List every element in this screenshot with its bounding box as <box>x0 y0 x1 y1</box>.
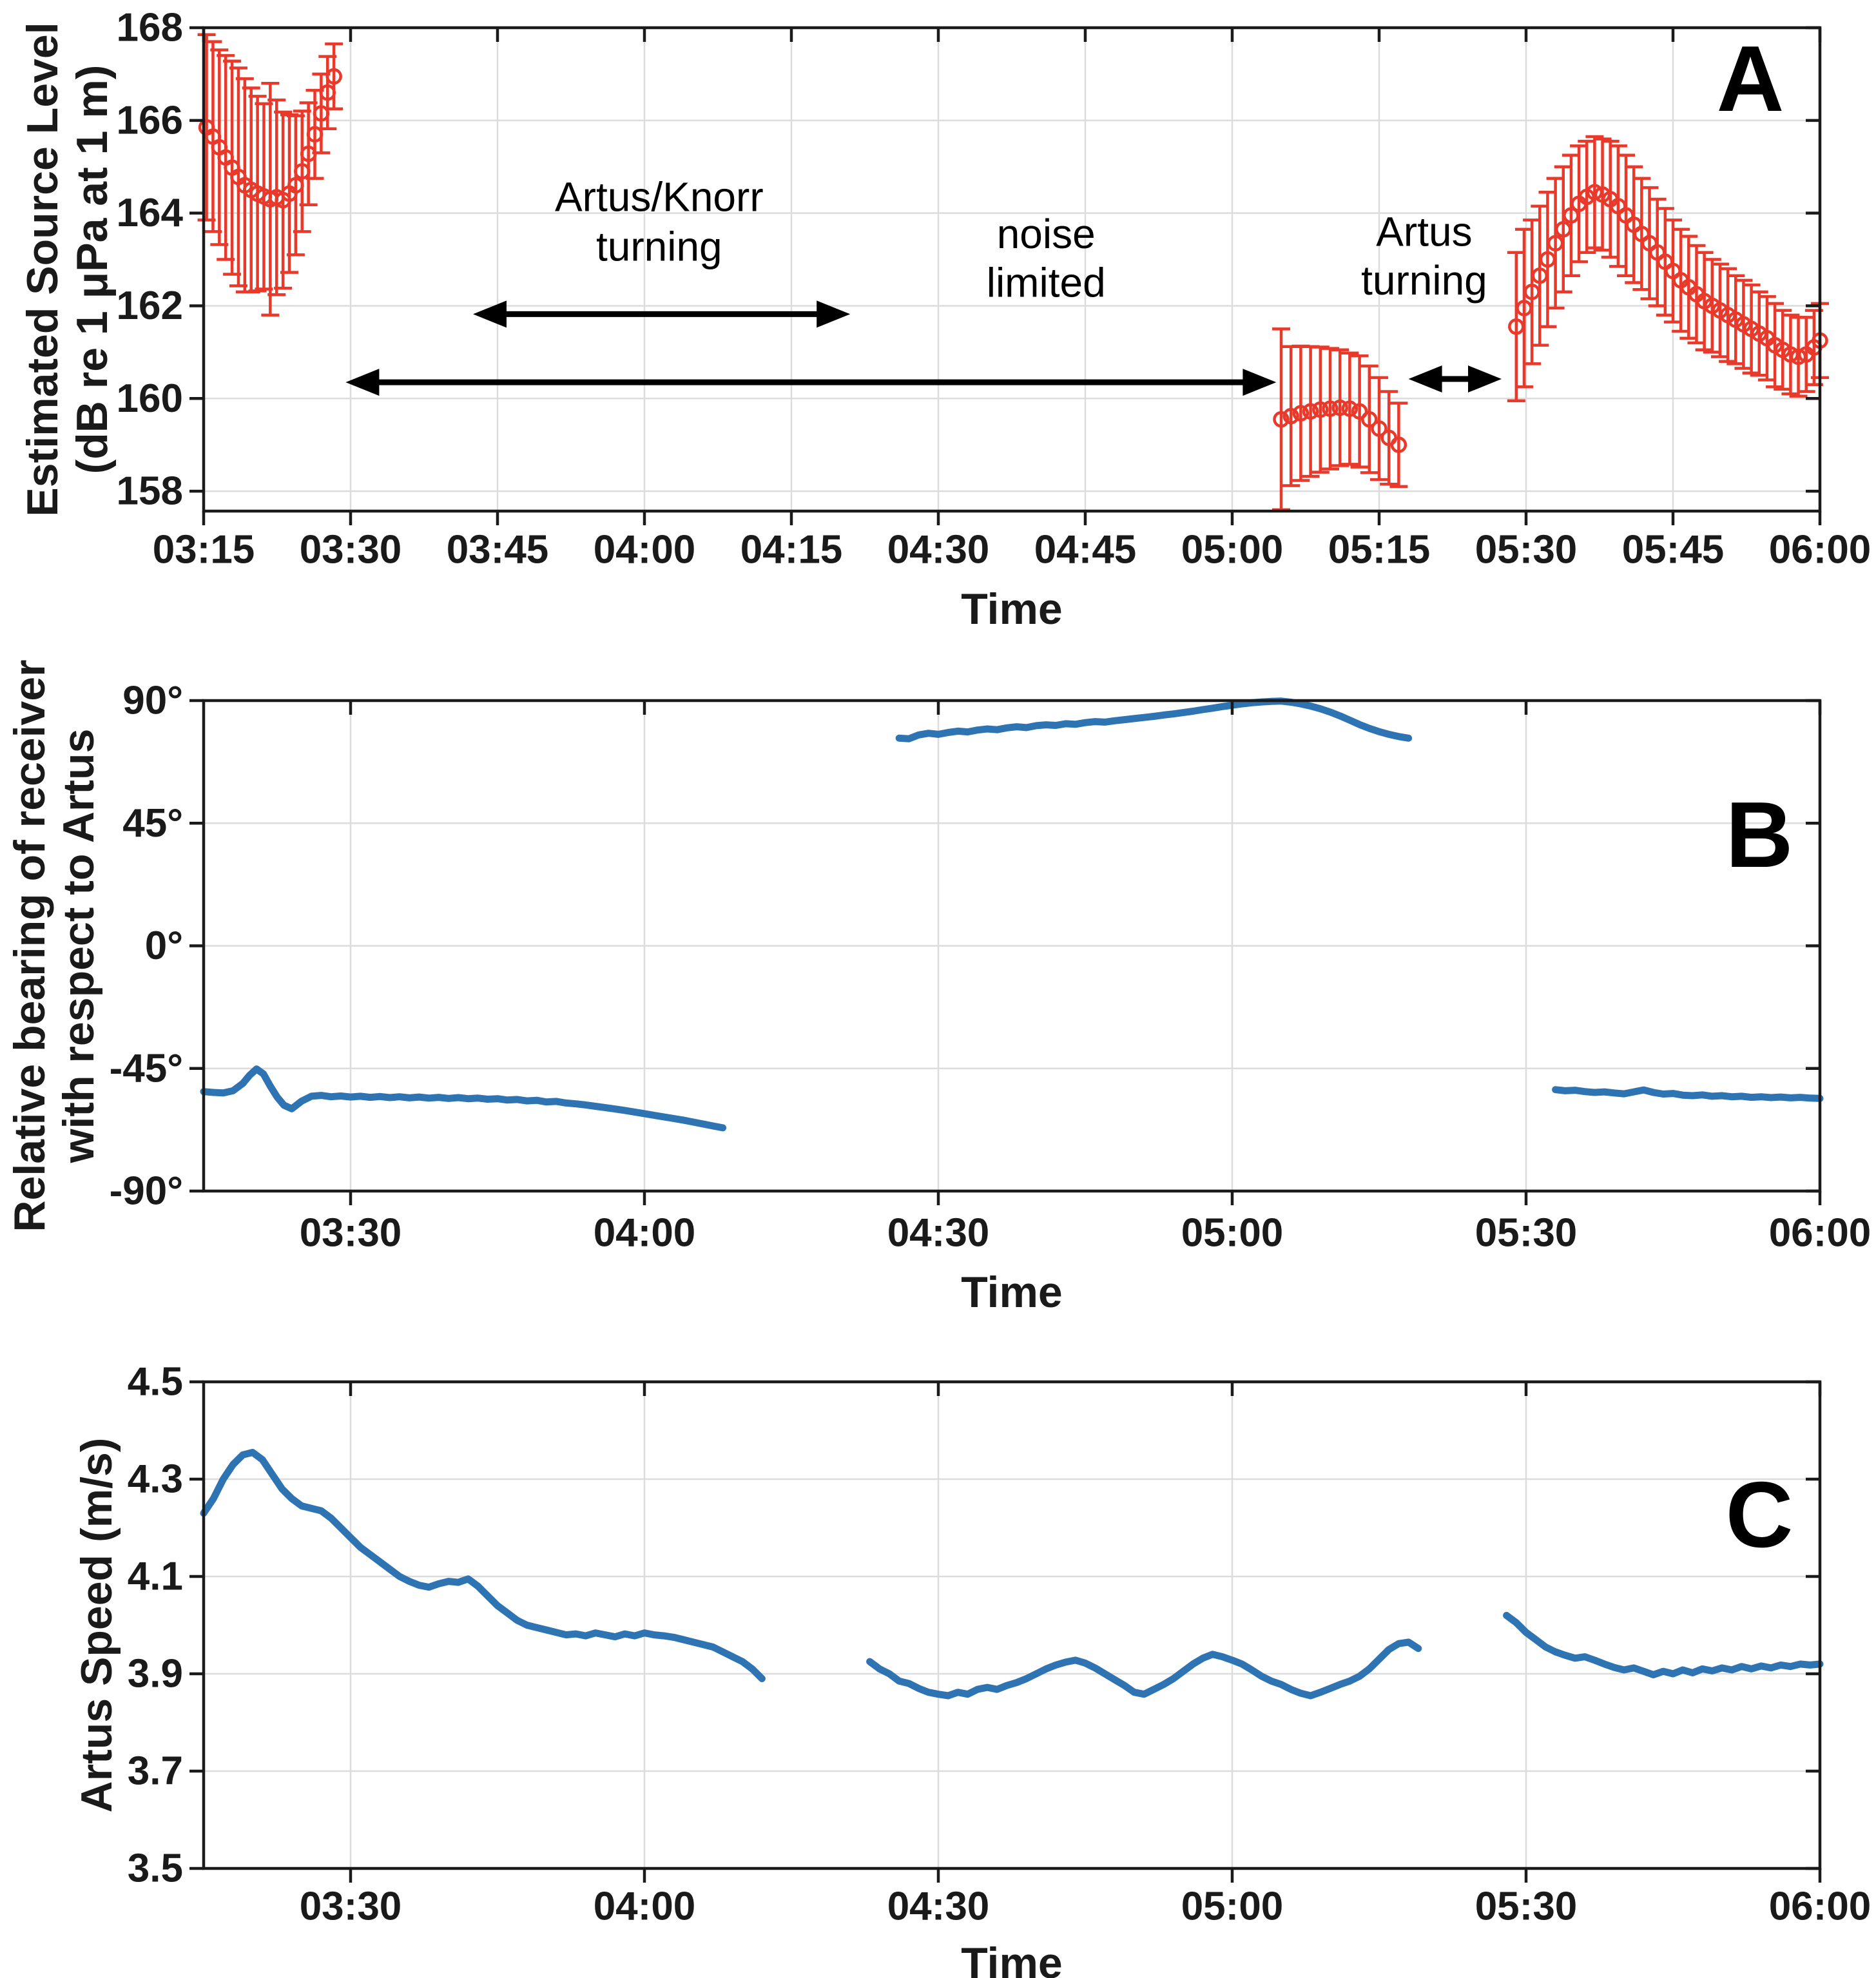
panel-letter-c: C <box>1725 1462 1794 1567</box>
tick-labels <box>110 679 1871 1256</box>
noise-limited-label: noise <box>996 210 1096 257</box>
y-tick-label: 0° <box>144 924 183 968</box>
series-group <box>204 701 1820 1128</box>
panel-letter-b: B <box>1725 782 1794 887</box>
x-tick-label: 03:30 <box>299 1884 402 1929</box>
x-tick-label: 05:30 <box>1475 527 1578 572</box>
x-tick-label: 05:00 <box>1181 1884 1284 1929</box>
tick-labels <box>128 1360 1871 1929</box>
x-axis-title: Time <box>961 1268 1063 1317</box>
noise-limited-arrow-head-right <box>1243 369 1276 396</box>
speed-segment-1 <box>204 1453 762 1679</box>
y-tick-label: 158 <box>116 469 183 514</box>
cluster-1 <box>198 35 343 315</box>
y-tick-label: -45° <box>109 1046 183 1091</box>
x-tick-label: 05:00 <box>1181 527 1284 572</box>
panel-a <box>18 6 1871 634</box>
y-tick-label: 166 <box>116 98 183 143</box>
bearing-segment-3 <box>1556 1090 1820 1099</box>
panel-c <box>72 1360 1871 1978</box>
x-tick-label: 04:45 <box>1034 527 1137 572</box>
bearing-segment-2 <box>899 701 1408 739</box>
x-tick-label: 05:30 <box>1475 1884 1578 1929</box>
y-axis-title: (dB re 1 μPa at 1 m) <box>68 64 117 474</box>
noise-limited-label: limited <box>986 259 1106 306</box>
y-tick-label: 3.9 <box>127 1651 183 1696</box>
speed-segment-2 <box>870 1642 1418 1696</box>
speed-segment-3 <box>1507 1615 1820 1674</box>
y-axis-title: Estimated Source Level <box>18 22 67 517</box>
gridlines <box>204 1382 1820 1868</box>
artus-turning-label: Artus <box>1376 208 1473 255</box>
panel-b <box>5 659 1871 1317</box>
artus-knorr-turning-label: Artus/Knorr <box>554 173 764 220</box>
x-tick-label: 03:30 <box>299 527 402 572</box>
y-axis-title: Artus Speed (m/s) <box>72 1437 121 1813</box>
x-tick-label: 03:45 <box>446 527 549 572</box>
axes-box <box>204 1382 1820 1868</box>
tick-marks <box>189 701 1820 1205</box>
y-tick-label: 3.5 <box>127 1846 183 1891</box>
x-axis-title: Time <box>961 1939 1063 1978</box>
y-tick-label: 45° <box>122 800 183 846</box>
y-tick-label: 4.3 <box>127 1457 183 1502</box>
artus-knorr-turning-arrow-head-right <box>817 300 850 327</box>
x-tick-label: 05:00 <box>1181 1210 1284 1256</box>
series-group <box>204 1453 1820 1696</box>
artus-turning-label: turning <box>1361 257 1487 304</box>
y-axis-title: Relative bearing of receiver <box>5 659 54 1232</box>
x-tick-label: 04:15 <box>740 527 843 572</box>
x-tick-label: 06:00 <box>1768 1210 1871 1256</box>
artus-turning-arrow-head-left <box>1409 365 1442 393</box>
x-tick-label: 05:45 <box>1621 527 1725 572</box>
artus-knorr-turning-label: turning <box>595 223 722 270</box>
y-tick-label: 4.5 <box>127 1359 183 1404</box>
y-tick-label: 168 <box>116 5 183 50</box>
gridlines <box>204 701 1820 1191</box>
cluster-2 <box>1272 329 1407 509</box>
x-tick-label: 03:30 <box>299 1210 402 1256</box>
tick-marks <box>189 1382 1820 1883</box>
y-tick-label: -90° <box>109 1168 183 1214</box>
y-axis-title: with respect to Artus <box>54 728 103 1163</box>
artus-turning-arrow-head-right <box>1468 365 1502 393</box>
x-tick-label: 04:00 <box>593 1884 696 1929</box>
x-tick-label: 04:00 <box>593 527 696 572</box>
y-tick-label: 160 <box>116 376 183 421</box>
x-tick-label: 05:15 <box>1328 527 1431 572</box>
x-tick-label: 03:15 <box>152 527 255 572</box>
artus-knorr-turning-arrow-head-left <box>473 300 507 327</box>
y-tick-label: 164 <box>116 191 183 236</box>
y-tick-label: 3.7 <box>127 1749 183 1794</box>
x-tick-label: 04:30 <box>887 1884 990 1929</box>
annotations <box>345 173 1502 396</box>
x-tick-label: 06:00 <box>1768 1884 1871 1929</box>
x-tick-label: 04:30 <box>887 1210 990 1256</box>
x-tick-label: 04:00 <box>593 1210 696 1256</box>
x-tick-label: 06:00 <box>1768 527 1871 572</box>
y-tick-label: 162 <box>116 283 183 328</box>
y-tick-label: 4.1 <box>127 1554 183 1599</box>
x-tick-label: 05:30 <box>1475 1210 1578 1256</box>
panel-letter-a: A <box>1716 26 1784 131</box>
x-tick-label: 04:30 <box>887 527 990 572</box>
x-axis-title: Time <box>961 585 1063 634</box>
y-tick-label: 90° <box>122 678 183 723</box>
cluster-3 <box>1507 137 1829 401</box>
